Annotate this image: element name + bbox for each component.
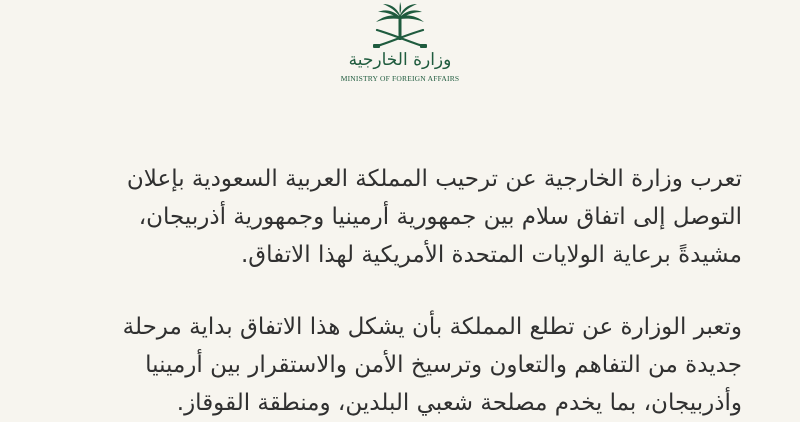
- text-line: تعرب وزارة الخارجية عن ترحيب المملكة العربية السعودية بإعلان: [126, 166, 742, 192]
- ministry-name-arabic: وزارة الخارجية: [348, 50, 452, 70]
- text-line: مشيدةً برعاية الولايات المتحدة الأمريكية لهذا الاتفاق.: [240, 242, 742, 268]
- text-line: التوصل إلى اتفاق سلام بين جمهورية أرمينيا وجمهورية أذربيجان،: [138, 204, 742, 230]
- letterhead: [0, 0, 800, 85]
- text-line: وتعبر الوزارة عن تطلع المملكة بأن يشكل هذا الاتفاق بداية مرحلة: [122, 314, 742, 340]
- statement-paragraph-2: [52, 308, 742, 422]
- saudi-emblem-icon: [363, 2, 437, 52]
- text-line: جديدة من التفاهم والتعاون وترسيخ الأمن والاستقرار بين أرمينيا: [145, 352, 742, 378]
- text-line: وأذربيجان، بما يخدم مصلحة شعبي البلدين، ومنطقة القوقاز.: [176, 390, 742, 416]
- statement-paragraph-1: [52, 160, 742, 274]
- ministry-name-english: MINISTRY OF FOREIGN AFFAIRS: [340, 74, 460, 83]
